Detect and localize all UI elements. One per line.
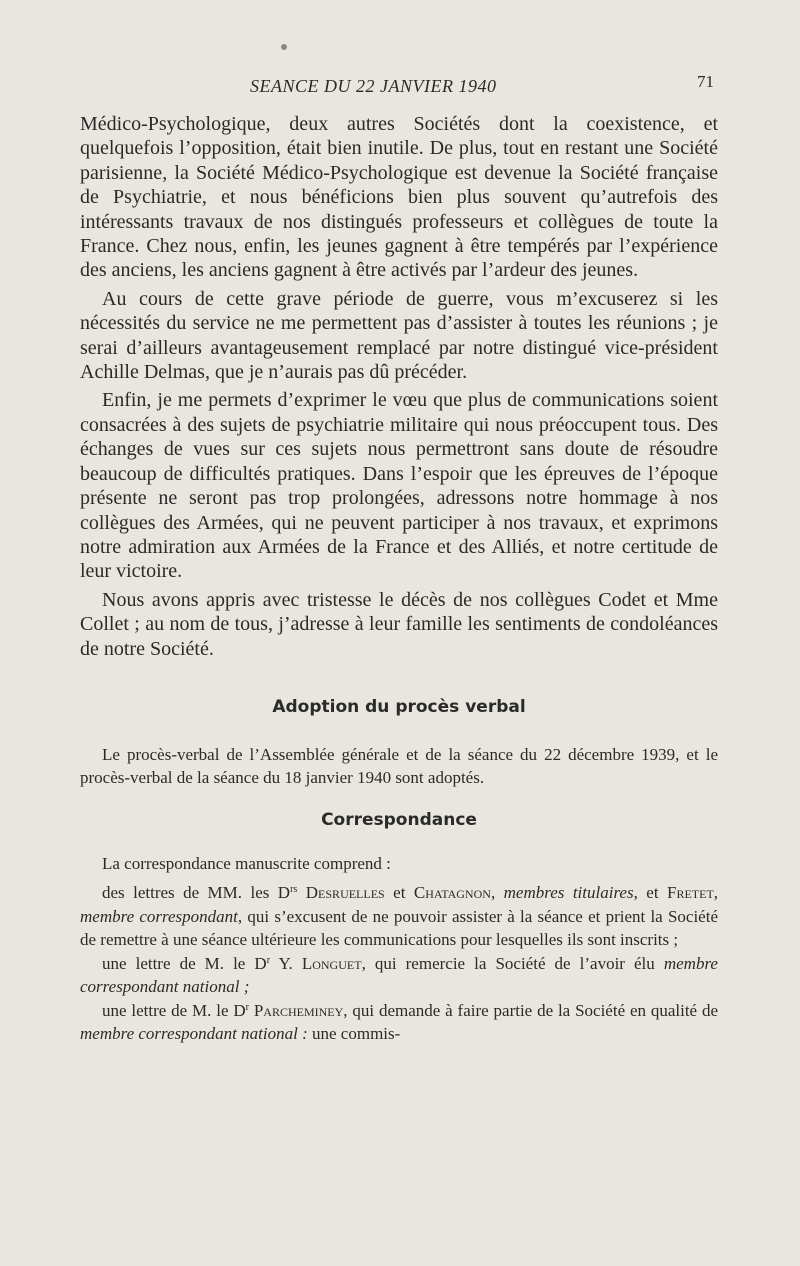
paragraph-4: Nous avons appris avec tristesse le décès de nos collègues Codet et Mme Collet ; au nom de tous, j’adresse à leur famille les sentiments de condoléances de notre Société. — [80, 588, 718, 660]
paragraph-1: Médico-Psychologique, deux autres Sociétés dont la coexistence, et quelquefois l’opposition, était bien inutile. De plus, tout en restant une Société parisienne, la Société Médico-Psychologique est devenue la Société française de Psychiatrie, et nous bénéficions bien plus souvent qu’autrefois des intéressants travaux de nos distingués professeurs et collègues de toute la France. Chez nous, enfin, les jeunes gagnent à être tempérés par l’expérience des anciens, les anciens gagnent à être activés par l’ardeur des jeunes. — [80, 113, 718, 282]
paragraph-3: Enfin, je me permets d’exprimer le vœu que plus de communications soient consacrées à des sujets de psychiatrie militaire qui nous préoccupent tous. Des échanges de vues sur ces sujets nous permettront sans doute de résoudre beaucoup de difficultés pratiques. Dans l’espoir que les épreuves de l’époque présente ne seront pas trop prolongées, adressons notre hommage à nos collègues des Armées, qui ne peuvent participer à nos travaux, et exprimons notre admiration aux Armées de la France et des Alliés, et notre certitude de leur victoire. — [80, 389, 718, 583]
paragraph-2: Au cours de cette grave période de guerre, vous m’excuserez si les nécessités du service ne me permettent pas d’assister à toutes les réunions ; je serai d’ailleurs avantageusement remplacé par notre distingué vice-président Achille Delmas, que je n’aurais pas dû précéder. — [80, 287, 718, 384]
page-number: 71 — [697, 72, 714, 91]
correspondance-item-3: une lettre de M. le $D^r$ Parcheminey, qui demande à faire partie de la Société en qualité de membre correspondant national : une commis- — [80, 1000, 718, 1044]
correspondance-item-2: une lettre de M. le $D^r$ Y. Longuet, qui remercie la Société de l’avoir élu membre correspondant national ; — [80, 953, 718, 997]
running-head: SEANCE DU 22 JANVIER 1940 — [250, 76, 497, 96]
correspondance-item-1: des lettres de MM. les $D^{rs}$ Desruelles et Chatagnon, membres titulaires, et Fretet, membre correspondant, qui s’excusent de ne pouvoir assister à la séance et prient la Société de remettre à une séance ultérieure les communications pour lesquelles ils sont inscrits ; — [80, 883, 719, 950]
correspondance-intro: La correspondance manuscrite comprend : — [102, 853, 391, 873]
body-text — [80, 112, 718, 1046]
ink-dot-mark — [281, 44, 287, 50]
section-heading-adoption: Adoption du procès verbal — [272, 696, 526, 717]
section-heading-correspondance: Correspondance — [321, 809, 477, 830]
paragraph-adoption: Le procès-verbal de l’Assemblée générale et de la séance du 22 décembre 1939, et le procès-verbal de la séance du 18 janvier 1940 sont adoptés. — [80, 744, 718, 788]
